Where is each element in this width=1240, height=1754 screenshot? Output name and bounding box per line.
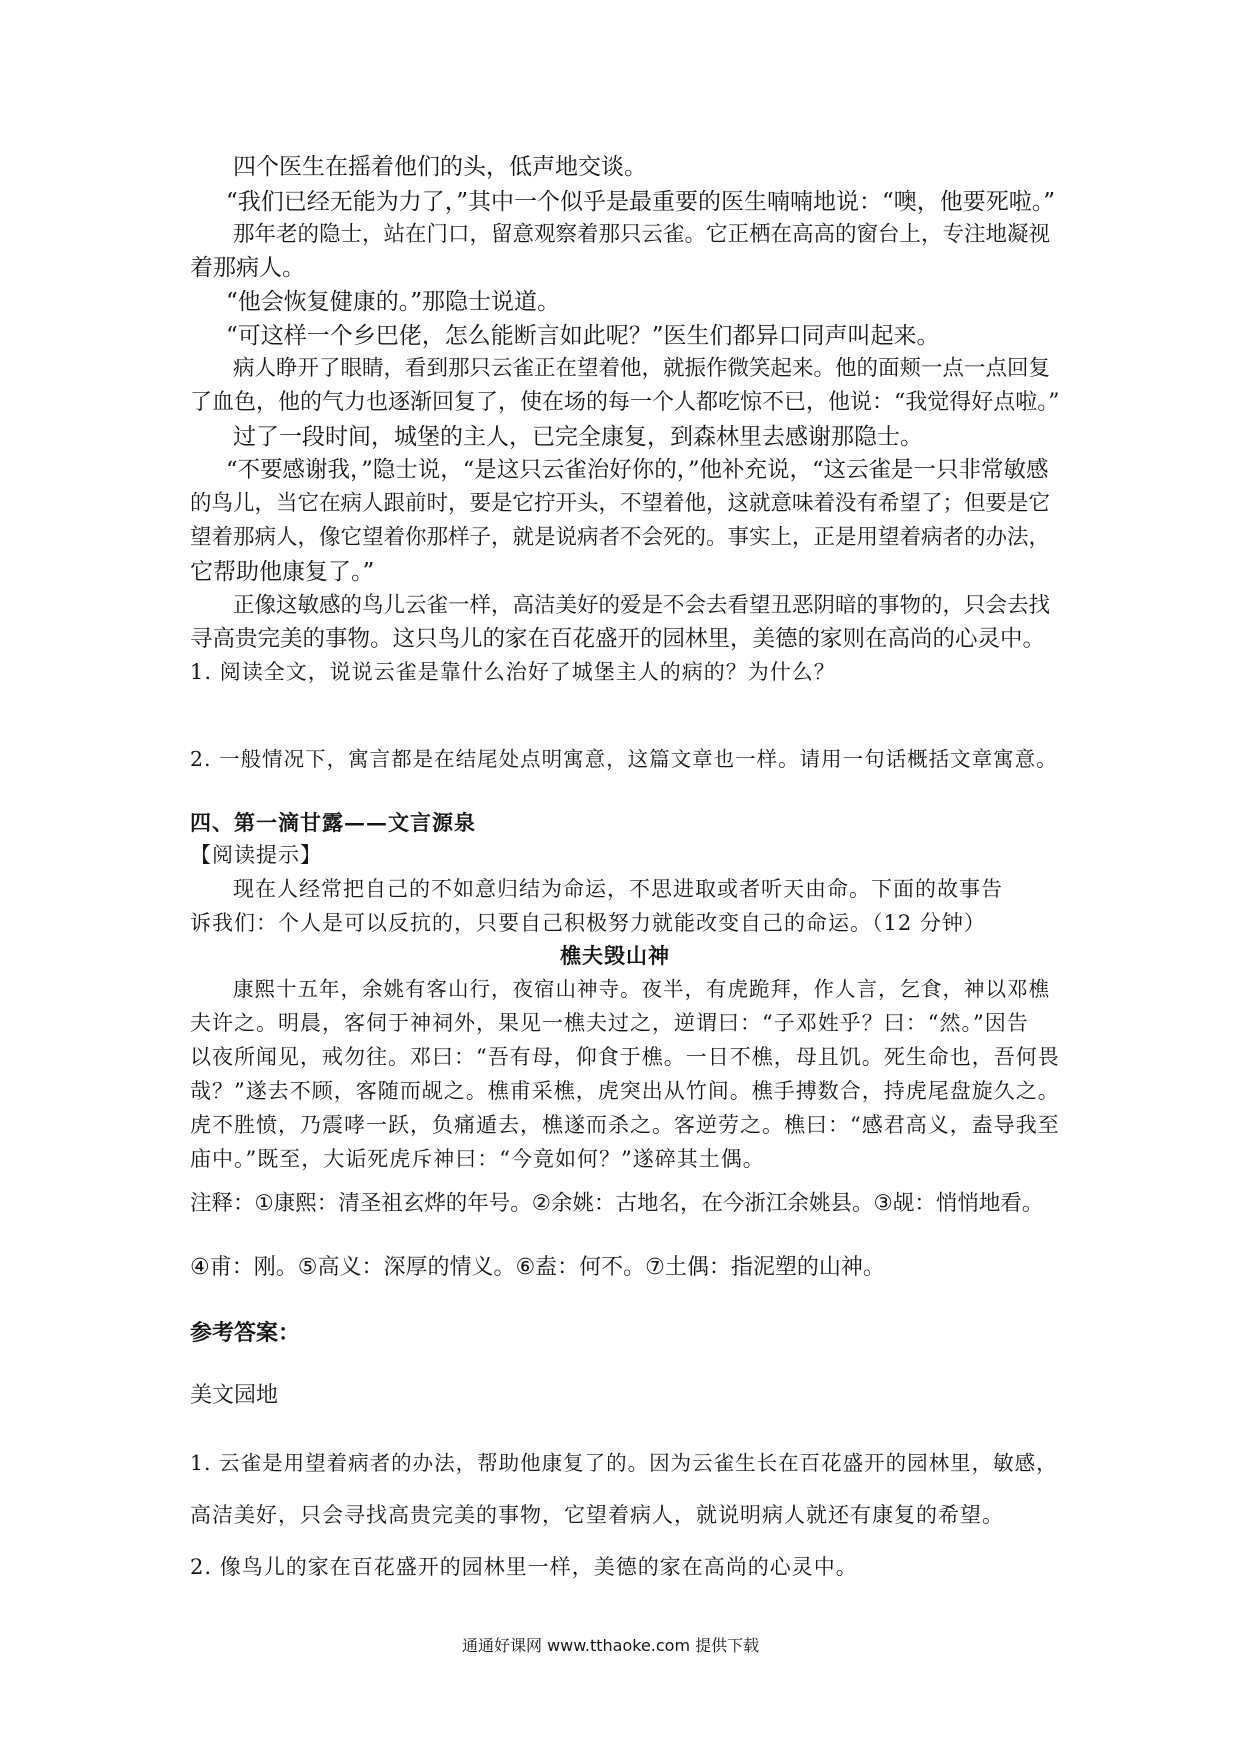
story-line-10: “不要感谢我，”隐士说，“是这只云雀治好你的，”他补充说，“这云雀是一只非常敏感 bbox=[226, 457, 1049, 483]
classical-text-line-6: 庙中。”既至，大诟死虎斥神曰：“今竟如何？”遂碎其土偶。 bbox=[190, 1147, 765, 1171]
story-line-7: 病人睁开了眼睛，看到那只云雀正在望着他，就振作微笑起来。他的面颊一点一点回复 bbox=[233, 356, 1051, 381]
story-line-8: 了血色，他的气力也逐渐回复了，使在场的每一个人都吃惊不已，他说：“我觉得好点啦。” bbox=[190, 390, 1060, 415]
classical-text-title: 樵夫毁山神 bbox=[560, 943, 670, 968]
reading-hint-line-1: 现在人经常把自己的不如意归结为命运，不思进取或者听天由命。下面的故事告 bbox=[233, 877, 1003, 901]
answer-1-line-1: 1. 云雀是用望着病者的办法，帮助他康复了的。因为云雀生长在百花盛开的园林里，敏感， bbox=[190, 1451, 1058, 1475]
annotation-line-2: ④甫：刚。⑤高义：深厚的情义。⑥盍：何不。⑦土偶：指泥塑的山神。 bbox=[190, 1255, 885, 1280]
story-line-2: “我们已经无能为力了，”其中一个似乎是最重要的医生喃喃地说：“噢，他要死啦。” bbox=[226, 189, 1056, 215]
story-line-1: 四个医生在摇着他们的头，低声地交谈。 bbox=[233, 154, 647, 180]
classical-text-line-1: 康熙十五年，余姚有客山行，夜宿山神寺。夜半，有虎跪拜，作人言，乞食，神以邓樵 bbox=[233, 977, 1050, 1001]
story-line-5: “他会恢复健康的。”那隐士说道。 bbox=[226, 289, 561, 315]
story-line-13: 它帮助他康复了。” bbox=[190, 559, 375, 585]
answer-1-line-2: 高洁美好，只会寻找高贵完美的事物，它望着病人，就说明病人就还有康复的希望。 bbox=[190, 1503, 1004, 1527]
story-line-9: 过了一段时间，城堡的主人，已完全康复，到森林里去感谢那隐士。 bbox=[233, 424, 923, 450]
annotation-line-1: 注释：①康熙：清圣祖玄烨的年号。②余姚：古地名，在今浙江余姚县。③觇：悄悄地看。 bbox=[190, 1191, 1044, 1216]
reading-hint-line-2: 诉我们：个人是可以反抗的，只要自己积极努力就能改变自己的命运。（12 分钟） bbox=[190, 911, 986, 935]
answers-heading: 参考答案： bbox=[190, 1321, 301, 1346]
story-line-12: 望着那病人，像它望着你那样子，就是说病者不会死的。事实上，正是用望着病者的办法， bbox=[190, 525, 1051, 550]
classical-text-line-5: 虎不胜愤，乃震哮一跃，负痛遁去，樵遂而杀之。客逆劳之。樵曰：“感君高义，盍导我至 bbox=[190, 1113, 1060, 1137]
question-1: 1. 阅读全文，说说云雀是靠什么治好了城堡主人的病的？为什么？ bbox=[190, 660, 836, 684]
story-line-11: 的鸟儿，当它在病人跟前时，要是它拧开头，不望着他，这就意味着没有希望了；但要是它 bbox=[190, 491, 1051, 516]
reading-hint-label: 【阅读提示】 bbox=[190, 843, 322, 867]
story-line-15: 寻高贵完美的事物。这只鸟儿的家在百花盛开的园林里，美德的家则在高尚的心灵中。 bbox=[190, 626, 1046, 652]
answers-subheading: 美文园地 bbox=[190, 1383, 279, 1408]
section-heading: 四、第一滴甘露——文言源泉 bbox=[190, 810, 476, 835]
classical-text-line-2: 夫许之。明晨，客伺于神祠外，果见一樵夫过之，逆谓曰：“子邓姓乎？曰：“然。”因告 bbox=[190, 1011, 1029, 1035]
story-line-4: 着那病人。 bbox=[190, 255, 305, 281]
answer-2: 2. 像鸟儿的家在百花盛开的园林里一样，美德的家在高尚的心灵中。 bbox=[190, 1555, 858, 1579]
footer-download-notice: 通通好课网 www.tthaoke.com 提供下载 bbox=[462, 1636, 760, 1655]
story-line-3: 那年老的隐士，站在门口，留意观察着那只云雀。它正栖在高高的窗台上，专注地凝视 bbox=[233, 222, 1051, 247]
story-line-6: “可这样一个乡巴佬，怎么能断言如此呢？”医生们都异口同声叫起来。 bbox=[226, 323, 940, 349]
classical-text-line-4: 哉？”遂去不顾，客随而觇之。樵甫采樵，虎突出从竹间。樵手搏数合，持虎尾盘旋久之。 bbox=[190, 1079, 1060, 1103]
question-2: 2. 一般情况下，寓言都是在结尾处点明寓意，这篇文章也一样。请用一句话概括文章寓意。 bbox=[190, 747, 1058, 771]
story-line-14: 正像这敏感的鸟儿云雀一样，高洁美好的爱是不会去看望丑恶阴暗的事物的，只会去找 bbox=[233, 593, 1051, 618]
classical-text-line-3: 以夜所闻见，戒勿往。邓曰：“吾有母，仰食于樵。一日不樵，母且饥。死生命也，吾何畏 bbox=[190, 1045, 1060, 1069]
